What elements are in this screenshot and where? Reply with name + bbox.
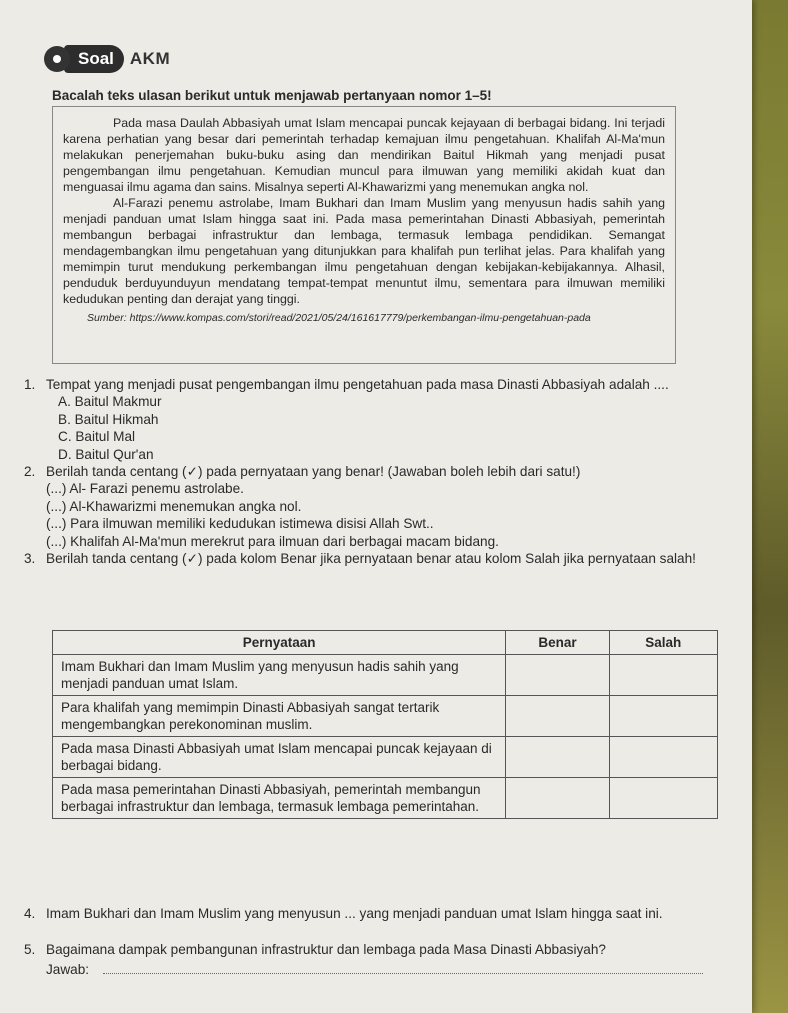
table-header-row <box>53 631 718 655</box>
header-pernyataan: Pernyataan <box>53 631 506 655</box>
statement-cell: Imam Bukhari dan Imam Muslim yang menyusun hadis sahih yang menjadi panduan umat Islam. <box>53 655 506 696</box>
benar-cell[interactable] <box>506 778 609 819</box>
question-1-number: 1. <box>24 377 36 392</box>
question-2-number: 2. <box>24 464 36 480</box>
question-1 <box>24 376 728 463</box>
question-3 <box>24 550 728 567</box>
soal-akm-badge <box>44 44 170 74</box>
statement-table <box>52 630 718 819</box>
header-salah: Salah <box>609 631 717 655</box>
table-row <box>53 778 718 819</box>
badge-circle-icon <box>44 46 70 72</box>
question-3-number: 3. <box>24 551 36 567</box>
reading-passage <box>52 106 676 364</box>
header-benar: Benar <box>506 631 609 655</box>
question-2-text: Berilah tanda centang (✓) pada pernyataan yang benar! (Jawaban boleh lebih dari satu!) <box>46 464 581 480</box>
option-c[interactable]: C. Baitul Mal <box>58 429 136 445</box>
option-a[interactable]: A. Baitul Makmur <box>58 394 162 410</box>
option-d[interactable]: D. Baitul Qur'an <box>58 446 154 462</box>
question-4-number: 4. <box>24 906 36 921</box>
badge-label: Soal <box>64 45 124 73</box>
question-5-text: Bagaimana dampak pembangunan infrastruktur dan lembaga pada Masa Dinasti Abbasiyah? <box>46 942 606 957</box>
statement-cell: Pada masa Dinasti Abbasiyah umat Islam mencapai puncak kejayaan di berbagai bidang. <box>53 737 506 778</box>
question-1-text: Tempat yang menjadi pusat pengembangan ilmu pengetahuan pada masa Dinasti Abbasiyah adalah .... <box>46 377 669 392</box>
question-4-text: Imam Bukhari dan Imam Muslim yang menyusun ... yang menjadi panduan umat Islam hingga saat ini. <box>46 906 663 921</box>
answer-line[interactable] <box>103 961 703 974</box>
question-1-options <box>58 393 728 463</box>
passage-paragraph-1: Pada masa Daulah Abbasiyah umat Islam mencapai puncak kejayaan di berbagai bidang. Ini terjadi karena perhatian yang besar dari pemerintah terhadap kemajuan ilmu pengetahuan. Khalifah Al-Ma'mun melakukan penerjemahan buku-buku asing dan mendirikan Baitul Hikmah yang menjadi pusat pengembangan ilmu pengetahuan. Kemudian muncul para ilmuwan yang memiliki akidah kuat dan menguasai ilmu agama dan sains. Misalnya seperti Al-Khawarizmi yang menemukan angka nol. <box>63 116 665 194</box>
statement-cell: Para khalifah yang memimpin Dinasti Abbasiyah sangat tertarik mengembangkan perekonominan muslim. <box>53 696 506 737</box>
salah-cell[interactable] <box>609 778 717 819</box>
benar-cell[interactable] <box>506 655 609 696</box>
salah-cell[interactable] <box>609 655 717 696</box>
question-4 <box>24 904 756 924</box>
answer-row <box>46 960 766 980</box>
statement-checkbox-3[interactable]: (...) Para ilmuwan memiliki kedudukan istimewa disisi Allah Swt.. <box>46 516 434 532</box>
option-b[interactable]: B. Baitul Hikmah <box>58 411 159 427</box>
statement-checkbox-1[interactable]: (...) Al- Farazi penemu astrolabe. <box>46 481 244 497</box>
salah-cell[interactable] <box>609 737 717 778</box>
table-row <box>53 737 718 778</box>
salah-cell[interactable] <box>609 696 717 737</box>
benar-cell[interactable] <box>506 737 609 778</box>
answer-label: Jawab: <box>46 962 90 977</box>
table-row <box>53 696 718 737</box>
question-2 <box>24 463 728 550</box>
statement-checkbox-4[interactable]: (...) Khalifah Al-Ma'mun merekrut para ilmuan dari berbagai macam bidang. <box>46 533 499 549</box>
passage-source: Sumber: https://www.kompas.com/stori/read/2021/05/24/161617779/perkembangan-ilmu-pengetahuan-pada <box>87 312 591 324</box>
passage-paragraph-2: Al-Farazi penemu astrolabe, Imam Bukhari dan Imam Muslim yang menyusun hadis sahih yang menjadi panduan umat Islam hingga saat ini. Pada masa pemerintahan Dinasti Abbasiyah, pemerintah membangun berbagai infrastruktur dan lembaga, termasuk lembaga pendidikan. Semangat mendagembangkan ilmu pengetahuan yang ditunjukkan para khalifah pun terlihat jelas. Para khalifah yang memimpin turut mendukung perkembangan ilmu pengetahuan dengan kebijakan-kebijakannya. Alhasil, penduduk berduyunduyun mendatang tempat-tempat menuntut ilmu, sementara para ilmuwan memiliki kedudukan penting dan derajat yang tinggi. <box>63 196 665 306</box>
question-list <box>24 376 728 567</box>
badge-title: AKM <box>129 49 171 68</box>
question-5 <box>24 940 766 980</box>
statement-cell: Pada masa pemerintahan Dinasti Abbasiyah, pemerintah membangun berbagai infrastruktur dan lembaga, termasuk lembaga pemerintahan. <box>53 778 506 819</box>
statement-checkbox-2[interactable]: (...) Al-Khawarizmi menemukan angka nol. <box>46 498 302 514</box>
instruction-text: Bacalah teks ulasan berikut untuk menjawab pertanyaan nomor 1–5! <box>52 88 492 103</box>
question-3-text: Berilah tanda centang (✓) pada kolom Benar jika pernyataan benar atau kolom Salah jika pernyataan salah! <box>46 551 696 567</box>
table-row <box>53 655 718 696</box>
benar-cell[interactable] <box>506 696 609 737</box>
question-5-number: 5. <box>24 942 36 957</box>
